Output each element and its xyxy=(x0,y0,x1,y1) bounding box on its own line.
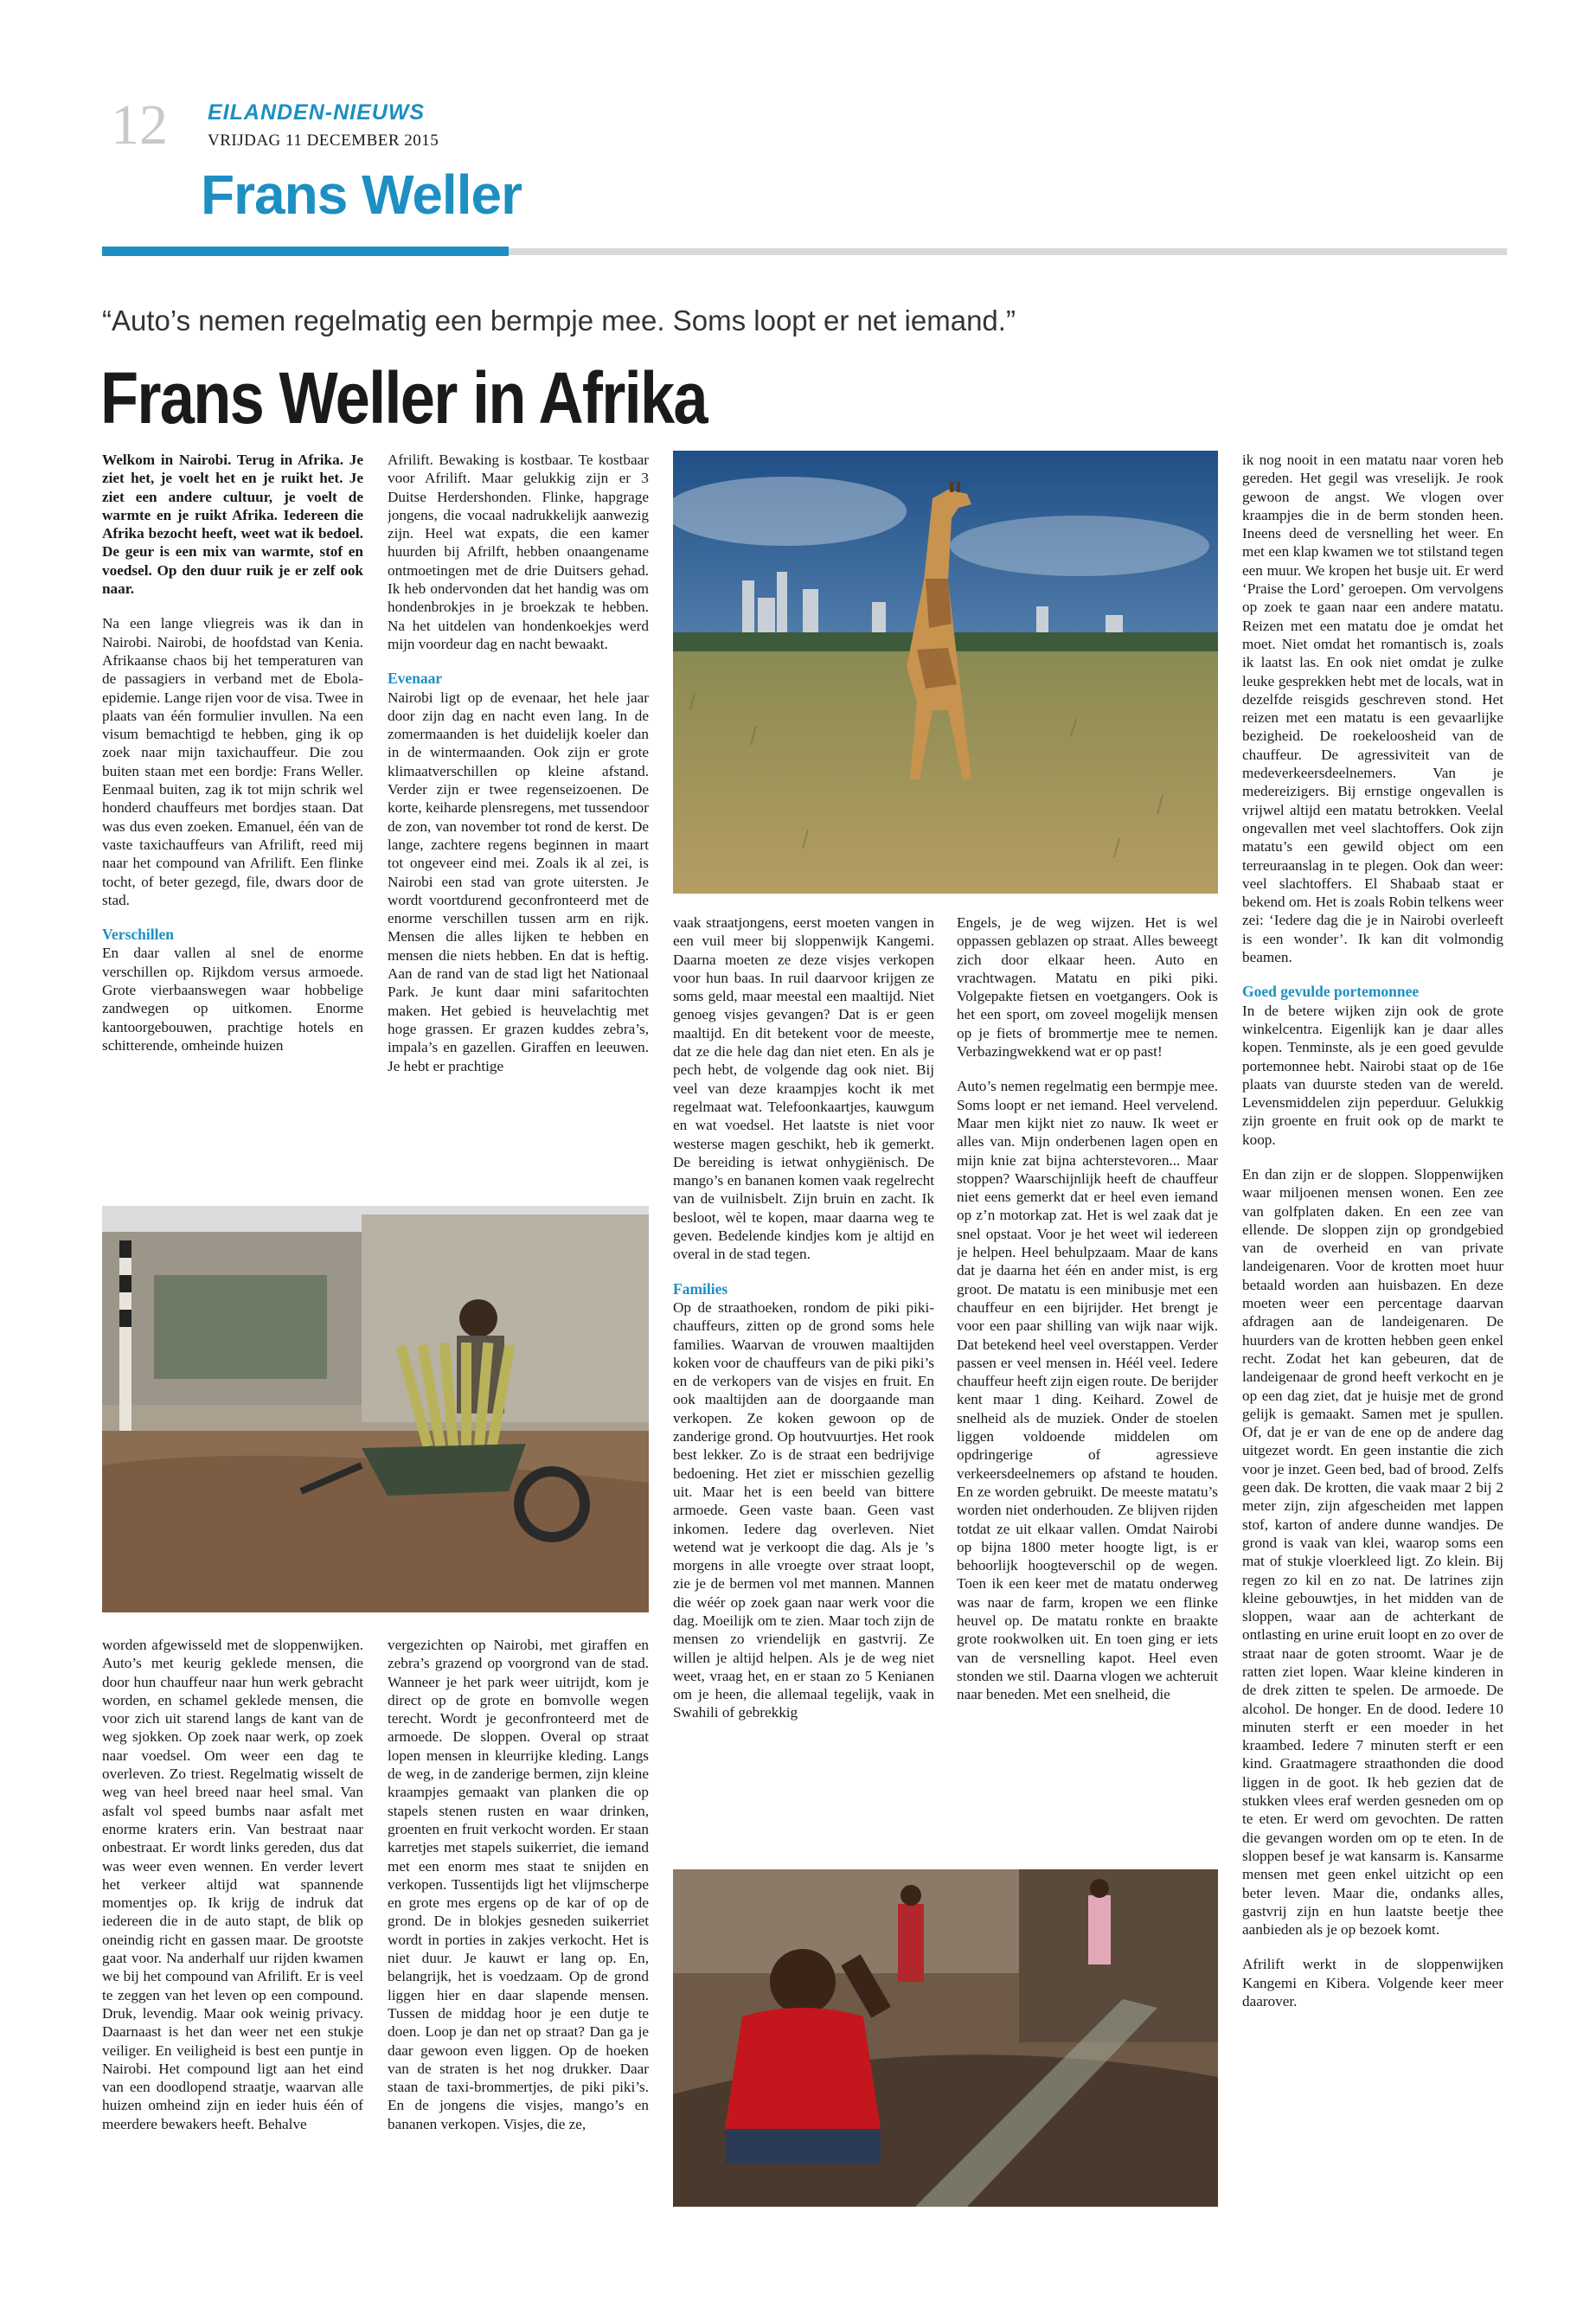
giraffe-skyline-photo xyxy=(673,451,1218,894)
article-column-2 xyxy=(388,451,649,1177)
paragraph: Auto’s nemen regelmatig een bermpje mee. Soms loopt er net iemand. Heel vervelend. Maar men kijkt niet zo nauw. Ik weet er alles van. Mijn onderbenen lagen open en mijn knie zat bijna achterstevoren... Maar stoppen? Waarschijnlijk heeft de chauffeur niet eens gemerkt dat er heel even iemand op z’n motorkap zat. Het is wel zaak dat je snel opstaat. Voor je het weet wil iedereen je helpen. Heel behulpzaam. Maar de kans dat je daarna het één en ander mist, is erg groot. De matatu is een minibusje met een chauffeur en een bijrijder. Het brengt je voor een paar shilling van wijk naar wijk. Dat betekend heel veel overstappen. Verder passen er veel mensen in. Héél veel. Iedere chauffeur heeft zijn eigen route. De berijder kent maar 1 ding. Keihard. Zowel de snelheid als de muziek. Onder de stoelen liggen voldoende middelen om opdringerige of agressieve verkeersdeelnemers op afstand te houden. En ze worden gebruikt. De meeste matatu’s worden niet onderhouden. Ze blijven rijden totdat ze uit elkaar vallen. Omdat Nairobi op bijna 1800 meter hoogte ligt, is er behoorlijk hoogteverschil op de wegen. Toen ik een keer met de matatu onderweg was naar de farm, kropen we een flinke heuvel op. De matatu ronkte en braakte grote rookwolken uit. En toen ging er iets van de versnelling kapot. Heel even stonden we stil. Daarna vlogen we achteruit naar beneden. Met een snelheid, die xyxy=(957,1078,1218,1703)
section-title: Frans Weller xyxy=(201,163,522,226)
masthead-logo: EILANDEN-NIEUWS xyxy=(208,100,426,125)
paragraph: vergezichten op Nairobi, met giraffen en zebra’s grazend op voorgrond van de stad. Wanneer je het park weer uitrijdt, kom je direct op de grote en bomvolle wegen terecht. Wordt je geconfronteerd met de armoede. De sloppen. Overal op straat lopen mensen in kleurrijke kleding. Langs de weg, in de zanderige bermen, zijn kleine kraampjes gemaakt van planken die op stapels stenen rusten en waar drinken, groenten en fruit verkocht worden. Er staan karretjes met stapels suikerriet, die iemand met een enorm mes staat te snijden en verkopen. Tussentijds ligt het vlijmscherpe en grote mes ergens op de kar of op de grond. De in blokjes gesneden suikerriet wordt in porties in zakjes verkocht. Het is niet duur. Je kauwt er lang op. En, belangrijk, het is voedzaam. Op de grond liggen hier en daar slapende mensen. Tussen de middag hoor je een dutje te doen. Loop je dan net op straat? Dan ga je daar gewoon even liggen. Op de hoeken van de straten is het nog drukker. Daar staan de taxi-brommertjes, de piki piki’s. En de jongens die visjes, mango’s en bananen verkopen. Visjes, die ze, xyxy=(388,1637,649,2132)
paragraph: In de betere wijken zijn ook de grote winkelcentra. Eigenlijk kan je daar alles kopen. Tenminste, als je een goed gevulde portemonnee hebt. Nairobi staat op de 16e plaats van duurste steden van de wereld. Levensmiddelen zijn peperduur. Gelukkig zijn groente en fruit ook op de markt te koop. xyxy=(1242,1002,1503,1148)
date-line: VRIJDAG 11 DECEMBER 2015 xyxy=(208,131,439,150)
paragraph: En daar vallen al snel de enorme verschillen op. Rijkdom versus armoede. Grote vierbaanswegen waar hobbelige zandwegen op uitkomen. Enorme kantoorgebouwen, prachtige hotels en schitterende, omheinde huizen xyxy=(102,945,363,1054)
subheading: Verschillen xyxy=(102,926,174,944)
paragraph: vaak straatjongens, eerst moeten vangen in een vuil meer bij sloppenwijk Kangemi. Daarna moeten ze deze visjes verkopen voor hun baas. In ruil daarvoor krijgen ze soms geld, maar meestal een maaltijd. Niet genoeg visjes gevangen? Dat is er geen maaltijd. En dit betekent voor de meeste, dat ze die hele dag dan niet eten. En als je pech hebt, de volgende dag ook niet. Bij veel van deze kraampjes kocht ik met regelmaat wat. Telefoonkaartjes, kauwgum en wat voedsel. Het laatste is niet voor westerse magen geschikt, heb ik gemerkt. De bereiding is ietwat onhygiënisch. De mango’s en bananen komen vaak regelrecht van de vuilnisbelt. Zijn bruin en zacht. Ik besloot, wèl te kopen, maar daarna weg te geven. Bedelende kindjes kom je altijd en overal in de stad tegen. xyxy=(673,914,934,1263)
headline: Frans Weller in Afrika xyxy=(100,357,707,439)
article-column-1 xyxy=(102,451,363,1177)
paragraph: Nairobi ligt op de evenaar, het hele jaar door zijn dag en nacht even lang. In de zomermaanden is het duidelijk koeler dan in de wintermaanden. Ook zijn er grote klimaatverschillen op kleine afstand. Verder zijn er twee regenseizoenen. De korte, keiharde plensregens, met tussendoor de zon, van november tot rond de kerst. De lange, zachtere regens beginnen in maart tot ongeveer eind mei. Zoals ik al zei, is Nairobi een stad van grote uitersten. Je wordt voortdurend geconfronteerd met de enorme verschillen tussen arm en rijk. Mensen die alles lijken te hebben en mensen die niets hebben. En dat is heftig. Aan de rand van de stad ligt het Nationaal Park. Je kunt daar mini safaritochten maken. Het gebied is heuvelachtig met hoge grassen. Er grazen kuddes zebra’s, impala’s en gazellen. Giraffen en leeuwen. Je hebt er prachtige xyxy=(388,689,649,1074)
paragraph: Engels, je de weg wijzen. Het is wel oppassen geblazen op straat. Alles beweegt zich door elkaar heen. Auto en vrachtwagen. Matatu en piki piki. Volgepakte fietsen en voetgangers. Ook is het een sport, om zoveel mogelijk mensen op je fiets of brommertje mee te nemen. Verbazingwekkend wat er op past! xyxy=(957,914,1218,1061)
article-column-1-continued xyxy=(102,1636,363,2207)
giraffe-illustration xyxy=(673,451,1218,894)
vendor-illustration xyxy=(102,1206,649,1612)
slum-child-photo xyxy=(673,1869,1218,2207)
paragraph: Na een lange vliegreis was ik dan in Nairobi. Nairobi, de hoofdstad van Kenia. Afrikaanse chaos bij het temperaturen van de passagiers in verband met de Ebola-epidemie. Lange rijen voor de visa. Twee in plaats van één formulier invullen. Na een visum bemachtigd te hebben, ging ik op zoek naar mijn taxichauffeur. Die zou buiten staan met een bordje: Frans Weller. Eenmaal buiten, zag ik tot mijn schrik wel honderd chauffeurs met bordjes staan. Dat was dus even zoeken. Emanuel, één van de vaste taxichauffeurs van Afrilift, reed mij naar het compound van Afrilift. Een flinke tocht, of beter gezegd, file, dwars door de stad. xyxy=(102,615,363,908)
header-rule-accent xyxy=(102,247,509,256)
article-column-5 xyxy=(1242,451,1503,2194)
article-column-4 xyxy=(957,913,1218,1779)
paragraph: ik nog nooit in een matatu naar voren heb gereden. Het gegil was vreselijk. Je rook gewoon de angst. We vlogen over kraampjes die in de berm stonden heen. Ineens deed de versnelling het weer. En met een klap kwamen we tot stilstand tegen een muur. We kropen het busje uit. Er werd ‘Praise the Lord’ geroepen. Om vervolgens op zoek te gaan naar een andere matatu. Reizen met een matatu doe je omdat het moet. Niet omdat het romantisch is, zoals ik laatst las. En ook niet omdat je zulke leuke gesprekken hebt met de locals, wat in dezelfde reisgids geschreven stond. Het reizen met een matatu is een gevaarlijke bezigheid. De roekeloosheid van de chauffeur. De agressiviteit van de medeverkeersdeelnemers. Van je medereizigers. Bij ernstige ongevallen is vrijwel altijd een matatu betrokken. Veelal ongevallen met veel slachtoffers. Ook zijn matatu’s een gewild object om een terreuraanslag in te plegen. Ook dan weer: veel slachtoffers. El Shabaab staat er bekend om. Het is zoals Robin telkens weer zei: ‘Iedere dag die je in Nairobi overleeft is een wonder’. Ik kan dit volmondig beamen. xyxy=(1242,452,1503,966)
subheading: Goed gevulde portemonnee xyxy=(1242,983,1420,1001)
article-column-2-continued xyxy=(388,1636,649,2207)
article-column-3 xyxy=(673,913,934,1779)
pull-quote: “Auto’s nemen regelmatig een bermpje mee. Soms loopt er net iemand.” xyxy=(102,304,1016,336)
paragraph: Op de straathoeken, rondom de piki piki-chauffeurs, zitten op de grond soms hele families. Waarvan de vrouwen maaltijden koken voor de chauffeurs van de piki piki’s en de verkopers van de visjes en fruit. En ook maaltijden aan de doorgaande man verkopen. Ze koken gewoon op de zanderige grond. Op houtvuurtjes. Het rook best lekker. Zo is de straat een bedrijvige bedoening. Het ziet er misschien gezellig uit. Maar het is een beeld van bittere armoede. Geen vaste baan. Geen vast inkomen. Iedere dag overleven. Niet wetend wat je verkoopt die dag. Als je ’s morgens in alle vroegte over straat loopt, zie je de bermen vol met mannen. Mannen die wéér op zoek gaan naar werk voor die dag. Moeilijk om te zien. Maar toch zijn de mensen zo vriendelijk en gastvrij. Ze willen je altijd helpen. Als je de weg niet weet, vraag het, en er staan zo 5 Kenianen om je heen, die allemaal tegelijk, vaak in Swahili of gebrekkig xyxy=(673,1298,934,1721)
subheading: Families xyxy=(673,1279,728,1298)
paragraph: worden afgewisseld met de sloppenwijken. Auto’s met keurig geklede mensen, die door hun chauffeur naar hun werk gebracht worden, en schamel geklede mensen, die voor zich uit starend langs de kant van de weg sjokken. Op zoek naar werk, op zoek naar voedsel. Om weer een dag te overleven. Zo triest. Regelmatig wisselt de weg van heel breed naar heel smal. Van asfalt vol speed bumbs naar asfalt met enorme kraters erin. Van bestraat naar onbestraat. Er wordt links gereden, dus dat was weer even wennen. En verder levert het verkeer altijd wat spannende momentjes op. Ik krijg de indruk dat iedereen die in de auto stapt, de blik op oneindig richt en gassen maar. De grootste gaat voor. Na anderhalf uur rijden kwamen we bij het compound van Afrilift. Er is veel te zeggen van het leven op een compound. Druk, levendig. Maar ook weinig privacy. Daarnaast is het dan weer net een stukje veiliger. En veiligheid is best een puntje in Nairobi. Het compound ligt aan het eind van een doodlopend straatje, waarvan alle huizen omheind zijn en ieder huis één of meerdere bewakers heeft. Behalve xyxy=(102,1637,363,2132)
subheading: Evenaar xyxy=(388,670,443,688)
paragraph: Afrilift werkt in de sloppenwijken Kangemi en Kibera. Volgende keer meer daarover. xyxy=(1242,1956,1503,2010)
paragraph: Afrilift. Bewaking is kostbaar. Te kostbaar voor Afrilift. Maar gelukkig zijn er 3 Duitse Herdershonden. Flinke, hapgrage jongens, die vocaal nadrukkelijk aanwezig zijn. Heel wat expats, die een kamer huurden bij Afrilft, hebben onaangename ontmoetingen met de drie Duitsers gehad. Ik heb ondervonden dat het handig was om hondenbrokjes in je broekzak te hebben. Na het uitdelen van hondenkoekjes werd mijn voordeur dag en nacht bewaakt. xyxy=(388,452,649,652)
page-number: 12 xyxy=(111,93,168,157)
paragraph: En dan zijn er de sloppen. Sloppenwijken waar miljoenen mensen wonen. Een zee van golfplaten daken. En een zee van ellende. De sloppen zijn op grondgebied van de overheid en van private landeigenaren. Voor de krotten moet huur betaald worden aan huisbazen. En deze moeten weer een percentage daarvan afdragen aan de landeigenaren. De huurders van de krotten hebben geen enkel recht. Zodat het kan gebeuren, dat de landeigenaar de grond heeft verkocht en je op een dag ziet, dat je huisje met de grond gelijk is gemaakt. Samen met je spullen. Of, dat je er van de ene op de andere dag uitgezet wordt. En geen instantie die zich voor je inzet. Geen bed, bad of brood. Zelfs geen dak. De krotten, die vaak maar 2 bij 2 meter zijn, zijn afgescheiden met lappen stof, karton of andere dunne wandjes. De grond is vaak van klei, waarop soms een mat of stukje vloerkleed ligt. Zo klein. Bij regen zo kil en zo nat. De latrines zijn kleine gebouwtjes, in het midden van de sloppen, waar aan de achterkant de ontlasting en urine eruit loopt en zo over de straat naar de goten stroomt. Waar je de ratten ziet lopen. Waar kleine kinderen in de drek zitten te spelen. De armoede. De alcohol. De honger. En de dood. Iedere 10 minuten sterft er een moeder in het kraambed. Iedere 7 minuten sterft er een kind. Graatmagere straathonden die dood liggen in de goot. Ik heb gezien dat de stukken vlees eraf werden gesneden om op te eten. Er werd om gevochten. De ratten die gevangen worden om op te eten. In de sloppen besef je wat kansarm is. Kansarme mensen met geen enkel uitzicht op een beter leven. Maar die, ondanks alles, gastvrij zijn en hun laatste beetje thee aanbieden als je op bezoek komt. xyxy=(1242,1165,1503,1939)
sugarcane-vendor-photo xyxy=(102,1206,649,1612)
child-illustration xyxy=(673,1869,1218,2207)
lead-paragraph: Welkom in Nairobi. Terug in Afrika. Je ziet het, je voelt het en je ruikt het. Je ziet een andere cultuur, je voelt de warmte en je ruikt Afrika. Iedereen die Afrika bezocht heeft, weet wat ik bedoel. De geur is een mix van warmte, stof en voedsel. Op den duur ruik je er zelf ook naar. xyxy=(102,452,363,598)
